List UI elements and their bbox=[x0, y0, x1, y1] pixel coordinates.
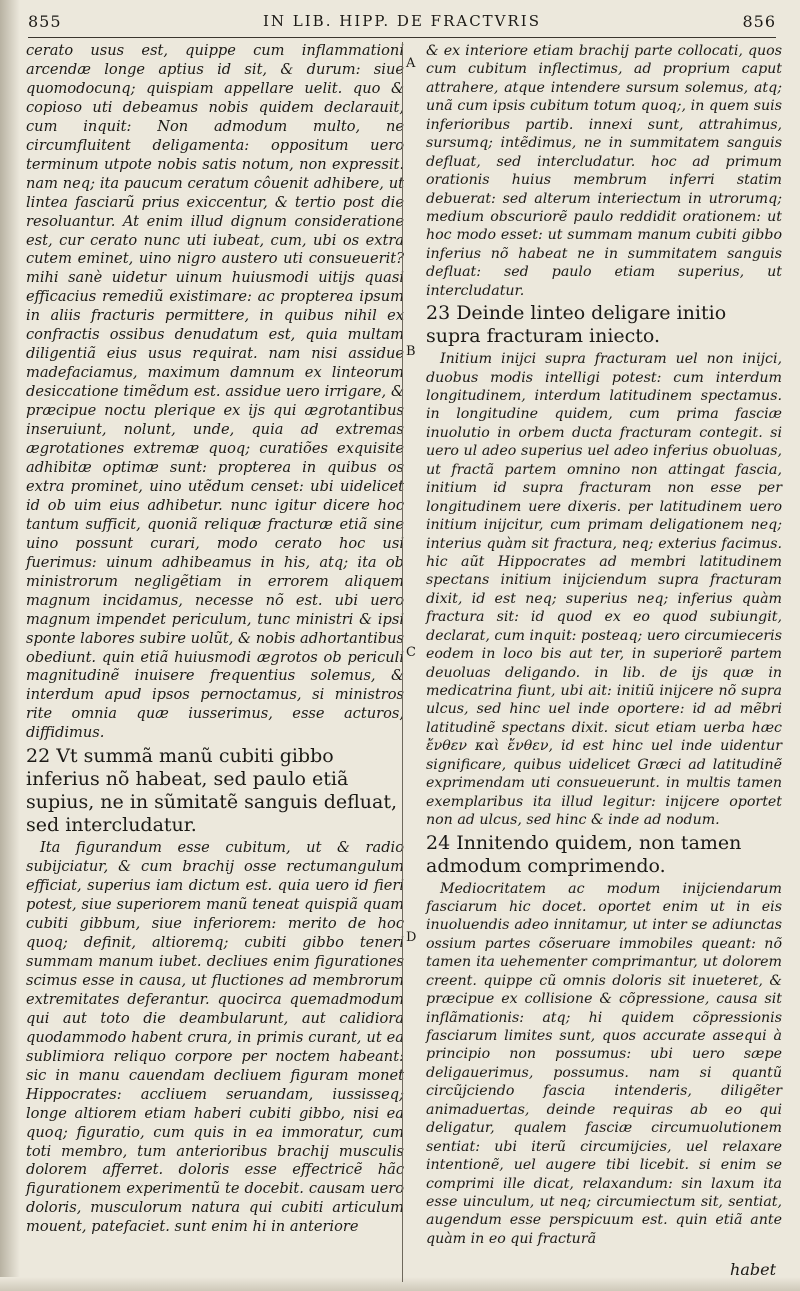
body-paragraph: Mediocritatem ac modum inijciendarum fasciarum hic docet. oportet enim ut in eis inuoluendis adeo innitamur, ut inter se adiunctas ossium partes cõseruare immobiles queant: nõ tamen ita uehementer comprimantur, ut dolorem creent. quippe cũ omnis doloris sit inueteret, & præcipue ex collisione & cõpressione, causa sit inflãmationis: atq; hi quidem cõpressionis fasciarum limites sunt, quos accurate assequi à principio non possumus: ubi uero sæpe deligauerimus, possumus. nam si quantũ circũjciendo fascia intenderis, diligẽter animaduertas, deinde requiras ab eo qui deligatur, qualem fasciæ circumuolutionem sentiat: ubi iterũ circumijcies, uel relaxare intentionẽ, uel augere tibi licebit. si enim se comprimi ille dicat, relaxandum: sin laxum ita esse uinculum, ut neq; circumiectum sit, sentiat, augendum esse perspicuum est. quin etiã ante quàm in eo qui fracturã bbox=[426, 880, 782, 1247]
section-number: 22 bbox=[26, 745, 51, 768]
column-divider bbox=[402, 42, 403, 1282]
margin-letter-a: A bbox=[406, 56, 416, 71]
gutter-shadow bbox=[0, 0, 20, 1291]
left-column bbox=[26, 42, 404, 1237]
section-number: 23 bbox=[426, 302, 451, 325]
section-heading bbox=[426, 832, 782, 878]
page-number-left: 855 bbox=[28, 12, 62, 31]
right-column bbox=[426, 42, 782, 1248]
running-title: IN LIB. HIPP. DE FRACTVRIS bbox=[262, 12, 542, 30]
bottom-edge bbox=[0, 1277, 800, 1291]
page-number-right: 856 bbox=[742, 12, 776, 31]
catchword: habet bbox=[730, 1260, 776, 1279]
body-paragraph: cerato usus est, quippe cum inflammationi arcendæ longe aptius id sit, & durum: siue quomodocunq; quispiam appellare uelit. quo & copioso uti debeamus nobis quidem declarauit, cum inquit: Non admodum multo, ne circumfluitent deligamenta: oppositum uero terminum utpote nobis satis notum, non expressit. nam neq; ita paucum ceratum côuenit adhibere, ut lintea fasciarũ prius exiccentur, & tertio post die resoluantur. At enim illud dignum consideratione est, cur cerato nunc uti iubeat, cum, ubi os extra cutem eminet, uino nigro austero uti consueuerit? mihi sanè uidetur uinum huiusmodi uitijs quasi efficacius remediũ existimare: ac propterea ipsum in aliis fracturis permittere, in quibus nihil ex confractis ossibus denudatum est, quia multam diligentiã eius usus requirat. nam nisi assidue madefaciamus, maximum damnum ex linteorum desiccatione timẽdum est. assidue uero irrigare, & præcipue noctu plerique ex ijs qui ægrotantibus inseruiunt, nolunt, unde, quia ad extremas ægrotationes extremæ quoq; curatiões exquisite adhibitæ optimæ sunt: propterea in quibus os extra prominet, uino utẽdum censet: ubi uidelicet id ob uim eius adhibetur. nunc igitur dicere hoc tantum sufficit, quoniã reliquæ fracturæ etiã sine uino possunt curari, modo cerato hoc usi fuerimus: uinum adhibeamus in his, atq; ita ob ministrorum negligẽtiam in errorem aliquem magnum incidamus, necesse nõ est. ubi uero magnum impendet periculum, tunc ministri & ipsi sponte labores subire uolũt, & nobis adhortantibus obediunt. quin etiã huiusmodi ægrotos ob periculi magnitudinẽ inuisere frequentius solemus, & interdum apud ipsos pernoctamus, si ministros rite omnia quæ iusserimus, esse acturos, diffidimus. bbox=[26, 42, 404, 742]
section-heading bbox=[26, 745, 404, 837]
section-heading bbox=[426, 302, 782, 348]
margin-letter-b: B bbox=[406, 344, 416, 359]
body-paragraph: Ita figurandum esse cubitum, ut & radio subijciatur, & cum brachij osse rectumangulum efficiat, superius iam dictum est. quia uero id fieri potest, siue superiorem manũ teneat quispiã quam cubiti gibbum, siue inferiorem: merito de hoc quoq; definit, altioremq; cubiti gibbo teneri summam manum iubet. decliues enim figurationes scimus esse in causa, ut fluctiones ad membrorum extremitates deferantur. quocirca quemadmodum qui aut toto die deambularunt, aut calidiora quodammodo habent crura, in primis curant, ut ea sublimiora reliquo corpore per noctem habeant: sic in manu cauendam decliuem figuram monet Hippocrates: accliuem seruandam, iussisseq; longe altiorem etiam haberi cubiti gibbo, nisi ea quoq; figuratio, cum quis in ea immoratur, cum toti membro, tum anterioribus brachij musculis dolorem afferret. doloris esse effectricẽ hãc figurationem experimentũ te docebit. causam uero doloris, musculorum natura qui cubiti articulum mouent, patefaciet. sunt enim hi in anteriore bbox=[26, 839, 404, 1236]
section-heading-text: Deinde linteo deligare initio supra fracturam iniecto. bbox=[426, 302, 727, 348]
header-rule bbox=[28, 37, 776, 38]
margin-letter-d: D bbox=[406, 930, 417, 945]
page-header bbox=[28, 12, 776, 36]
body-paragraph: & ex interiore etiam brachij parte collocati, quos cum cubitum inflectimus, ad proprium caput attrahere, atque intendere sursum solemus, atq; unã cum ipsis cubitum totum quoq;, in quem suis inferioribus partib. innexi sunt, attrahimus, sursumq; intẽdimus, ne in summitatem sanguis defluat, sed intercludatur. hoc ad primum orationis huius membrum inferri statim debuerat: sed alterum interiectum in utrorumq; medium obscuriorẽ paulo reddidit orationem: ut hoc modo esset: ut summam manum cubiti gibbo inferius nõ habeat ne in summitatem sanguis defluat: sed paulo etiam superius, ut intercludatur. bbox=[426, 43, 782, 299]
section-heading-text: Vt summã manũ cubiti gibbo inferius nõ habeat, sed paulo etiã supius, ne in sũmitatẽ sanguis defluat, sed intercludatur. bbox=[26, 745, 398, 837]
body-paragraph: Initium inijci supra fracturam uel non inijci, duobus modis intelligi potest: cum interdum longitudinem, interdum latitudinem spectamus. in longitudine quidem, cum prima fasciæ inuolutio in orbem ducta fracturam contegit. si uero ul adeo superius uel adeo inferius obuoluas, ut fractã partem omnino non attingat fascia, initium id supra fracturam non esse per longitudinem uere dixeris. per latitudinem uero initium inijcitur, cum primam deligationem neq; interius quàm sit fractura, neq; exterius facimus. hic aũt Hippocrates ad membri latitudinem spectans initium inijciendum supra fracturam dixit, id est neq; superius neq; inferius quàm fractura sit: id quod ex eo quod subiungit, declarat, cum inquit: posteaq; uero circumieceris eodem in loco bis aut ter, in superiorẽ partem deuoluas deligando. in lib. de ijs quæ in medicatrina fiunt, ubi ait: initiũ inijcere nõ supra ulcus, sed hinc uel inde oportere: id ad mẽbri latitudinẽ spectans dixit. sicut etiam uerba hæc ἔνθεν καὶ ἔνθεν, id est hinc uel inde uidentur significare, quibus uidelicet Græci ad latitudinẽ exprimendam uti consueuerunt. in multis tamen exemplaribus ita illud legitur: inijcere oportet non ad ulcus, sed hinc & inde ad nodum. bbox=[426, 351, 782, 829]
margin-letter-c: C bbox=[406, 645, 416, 660]
section-number: 24 bbox=[426, 831, 451, 854]
section-heading-text: Innitendo quidem, non tamen admodum comprimendo. bbox=[426, 831, 742, 877]
